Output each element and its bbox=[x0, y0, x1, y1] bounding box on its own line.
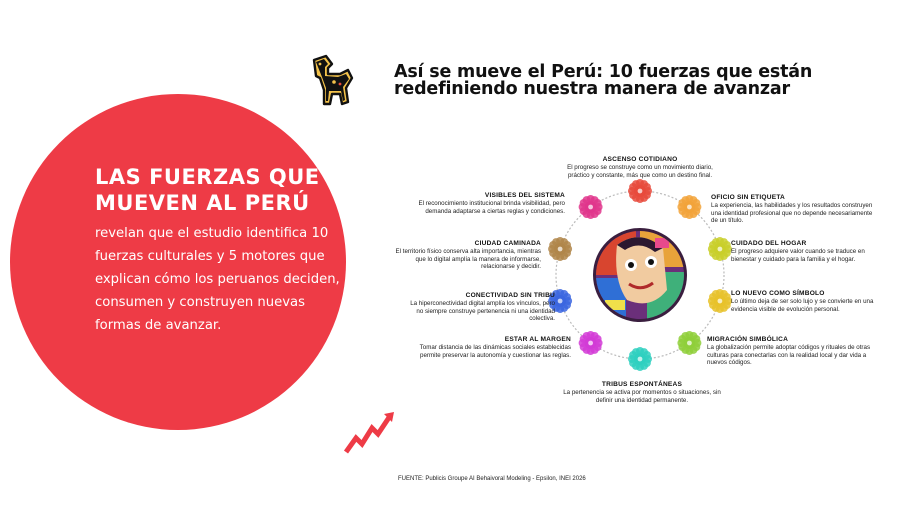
force-desc: El reconocimiento institucional brinda visibilidad, pero demanda adaptarse a ciertas reglas y condiciones. bbox=[418, 200, 565, 215]
force-title: OFICIO SIN ETIQUETA bbox=[711, 194, 786, 201]
force-title: LO NUEVO COMO SÍMBOLO bbox=[731, 290, 825, 297]
force-label-lo-nuevo-como-simbolo bbox=[731, 290, 881, 313]
page-title: Así se mueve el Perú: 10 fuerzas que están redefiniendo nuestra manera de avanzar bbox=[394, 62, 813, 99]
force-title: VISIBLES DEL SISTEMA bbox=[484, 192, 565, 199]
force-label-ascenso-cotidiano bbox=[565, 156, 715, 179]
force-flowers bbox=[385, 150, 905, 410]
zigzag-arrow-icon bbox=[344, 412, 396, 454]
force-desc: La hiperconectividad digital amplía los vínculos, pero no siempre construye pertenencia ni una identidad colectiva. bbox=[410, 300, 555, 322]
flower-cuidado-del-hogar bbox=[708, 237, 732, 261]
force-title: ASCENSO COTIDIANO bbox=[602, 156, 678, 163]
force-title: CUIDADO DEL HOGAR bbox=[731, 240, 807, 247]
force-label-estar-al-margen bbox=[415, 336, 571, 359]
forces-diagram bbox=[385, 150, 905, 410]
flower-estar-al-margen bbox=[579, 331, 603, 355]
force-desc: La globalización permite adoptar códigos y rituales de otras culturas para conectarlas con la realidad local y dar vida a nuevos códigos. bbox=[707, 344, 871, 366]
force-desc: Tomar distancia de las dinámicas sociales establecidas permite preservar la autonomía y cuestionar las reglas. bbox=[419, 344, 571, 359]
flower-migracion-simbolica bbox=[677, 331, 701, 355]
flower-tribus-espontaneas bbox=[628, 347, 652, 371]
left-body-text: revelan que el estudio identifica 10 fuerzas culturales y 5 motores que explican cómo los peruanos deciden, consumen y construyen nuevas formas de avanzar. bbox=[95, 226, 340, 333]
llama-icon bbox=[306, 54, 358, 110]
force-desc: El progreso adquiere valor cuando se traduce en bienestar y cuidado para la familia y el hogar. bbox=[731, 248, 865, 263]
flower-ciudad-caminada bbox=[548, 237, 572, 261]
source-note: FUENTE: Publicis Groupe AI Behaivoral Modeling - Epsilon, INEI 2026 bbox=[398, 476, 586, 482]
force-desc: La pertenencia se activa por momentos o situaciones, sin definir una identidad permanente. bbox=[563, 389, 721, 404]
force-desc: El territorio físico conserva alta importancia, mientras que lo digital amplía la manera de informarse, relacionarse y decidir. bbox=[395, 248, 541, 270]
flower-lo-nuevo-como-simbolo bbox=[708, 289, 732, 313]
force-desc: La experiencia, las habilidades y los resultados construyen una identidad profesional que no depende necesariamente de un título. bbox=[711, 202, 873, 224]
force-label-conectividad-sin-tribu bbox=[405, 292, 555, 322]
force-label-migracion-simbolica bbox=[707, 336, 887, 366]
force-desc: El progreso se construye como un movimiento diario, práctico y constante, más que como un destino final. bbox=[567, 164, 713, 179]
force-title: CONECTIVIDAD SIN TRIBU bbox=[465, 292, 555, 299]
force-label-cuidado-del-hogar bbox=[731, 240, 881, 263]
force-label-visibles-del-sistema bbox=[413, 192, 565, 215]
force-title: TRIBUS ESPONTÁNEAS bbox=[601, 381, 683, 388]
force-label-oficio-sin-etiqueta bbox=[711, 194, 876, 224]
flower-visibles-del-sistema bbox=[579, 195, 603, 219]
force-label-ciudad-caminada bbox=[389, 240, 541, 270]
left-headline: LAS FUERZAS QUE MUEVEN AL PERÚ bbox=[95, 165, 320, 215]
force-label-tribus-espontaneas bbox=[557, 381, 727, 404]
force-title: ESTAR AL MARGEN bbox=[504, 336, 571, 343]
force-title: MIGRACIÓN SIMBÓLICA bbox=[707, 336, 789, 343]
force-desc: Lo último deja de ser solo lujo y se convierte en una evidencia visible de evolución personal. bbox=[731, 298, 874, 313]
flower-oficio-sin-etiqueta bbox=[677, 195, 701, 219]
force-title: CIUDAD CAMINADA bbox=[474, 240, 541, 247]
flower-ascenso-cotidiano bbox=[628, 179, 652, 203]
